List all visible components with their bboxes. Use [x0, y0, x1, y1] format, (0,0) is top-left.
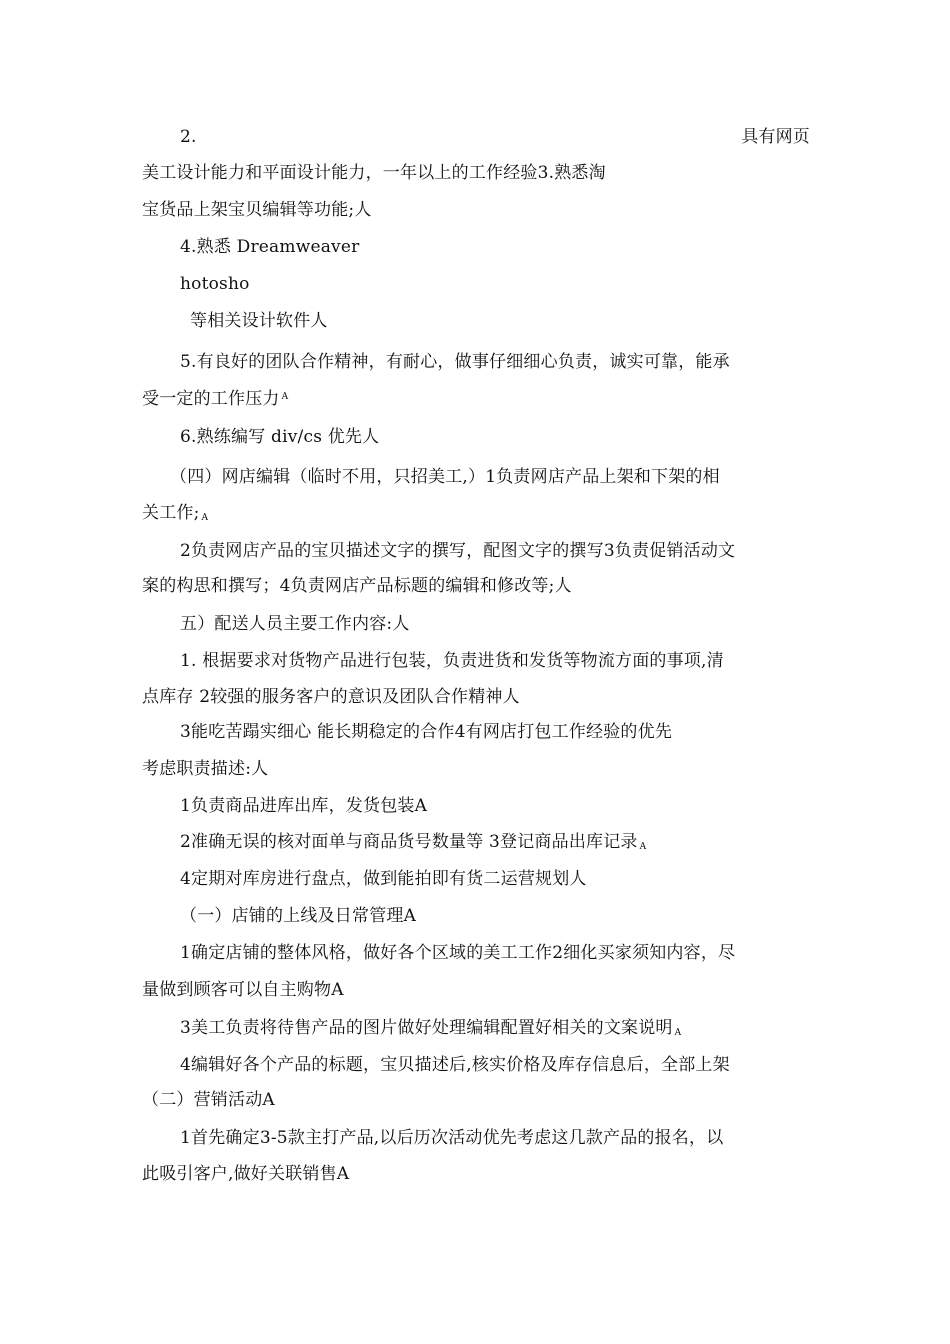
- text-line: [180, 1055, 730, 1075]
- text-line: [142, 163, 606, 183]
- text-span: 2准确无误的核对面单与商品货号数量等 3登记商品出库记录: [180, 832, 638, 852]
- text-line: [142, 389, 288, 409]
- text-line: [180, 541, 735, 561]
- text-span: 1首先确定3-5款主打产品,以后历次活动优先考虑这几款产品的报名，以: [180, 1128, 724, 1148]
- text-span: 此吸引客户,做好关联销售A: [142, 1164, 350, 1184]
- text-line: [180, 869, 587, 889]
- text-span: 1. 根据要求对货物产品进行包装，负责进货和发货等物流方面的事项,清: [180, 651, 724, 671]
- text-span: 4编辑好各个产品的标题，宝贝描述后,核实价格及库存信息后，全部上架: [180, 1055, 730, 1075]
- text-mark: A: [281, 392, 289, 402]
- text-span: 点库存 2较强的服务客户的意识及团队合作精神人: [142, 687, 520, 707]
- text-line: [180, 127, 197, 147]
- text-span: 2.: [180, 127, 197, 147]
- text-line: [180, 796, 427, 816]
- text-span: 案的构思和撰写；4负责网店产品标题的编辑和修改等;人: [142, 576, 572, 596]
- text-line: [180, 274, 250, 294]
- text-span: 5.有良好的团队合作精神，有耐心，做事仔细细心负责，诚实可靠，能承: [180, 352, 730, 372]
- text-span: 2负责网店产品的宝贝描述文字的撰写，配图文字的撰写3负责促销活动文: [180, 541, 736, 561]
- text-span: （四）网店编辑（临时不用，只招美工,）1负责网店产品上架和下架的相: [170, 467, 720, 487]
- text-span: hotosho: [180, 274, 250, 294]
- text-span: 受一定的工作压力: [142, 389, 280, 409]
- text-line: [180, 614, 410, 634]
- text-line: [180, 651, 724, 671]
- text-line: [180, 427, 379, 447]
- text-line: [142, 1164, 349, 1184]
- text-span: 具有网页: [741, 127, 810, 147]
- text-mark: A: [201, 513, 209, 523]
- text-span: 考虑职责描述:人: [142, 759, 269, 779]
- text-line: [600, 127, 810, 147]
- text-line: [180, 722, 672, 742]
- text-line: [170, 467, 720, 487]
- text-span: 美工设计能力和平面设计能力，一年以上的工作经验3.熟悉淘: [142, 163, 606, 183]
- text-span: 宝货品上架宝贝编辑等功能;人: [142, 200, 372, 220]
- text-span: （二）营销活动A: [142, 1090, 275, 1110]
- text-mark: A: [674, 1028, 682, 1038]
- text-span: 五）配送人员主要工作内容:人: [180, 614, 410, 634]
- text-line: [180, 352, 730, 372]
- text-span: 3能吃苦蹋实细心 能长期稳定的合作4有网店打包工作经验的优先: [180, 722, 673, 742]
- text-line: [180, 237, 359, 257]
- text-span: 1负责商品进库出库，发货包装A: [180, 796, 428, 816]
- text-line: [142, 759, 268, 779]
- text-mark: A: [639, 842, 647, 852]
- text-line: [142, 200, 372, 220]
- text-line: [142, 503, 208, 526]
- text-span: 1确定店铺的整体风格，做好各个区域的美工工作2细化买家须知内容，尽: [180, 943, 736, 963]
- text-line: [142, 687, 520, 707]
- text-line: [180, 943, 735, 963]
- text-line: [180, 1128, 723, 1148]
- text-span: 量做到顾客可以自主购物A: [142, 980, 344, 1000]
- text-span: 4定期对库房进行盘点，做到能拍即有货二运营规划人: [180, 869, 587, 889]
- text-span: 4.熟悉 Dreamweaver: [180, 237, 360, 257]
- text-line: [142, 980, 344, 1000]
- text-line: [142, 576, 572, 596]
- text-line: [142, 1090, 275, 1110]
- text-line: [190, 311, 328, 331]
- text-span: 关工作;: [142, 503, 200, 523]
- text-line: [180, 832, 646, 855]
- text-span: （一）店铺的上线及日常管理A: [180, 906, 417, 926]
- text-line: [180, 906, 416, 926]
- text-line: [180, 1018, 681, 1041]
- text-span: 6.熟练编写 div/cs 优先人: [180, 427, 380, 447]
- text-span: 3美工负责将待售产品的图片做好处理编辑配置好相关的文案说明: [180, 1018, 673, 1038]
- text-span: 等相关设计软件人: [190, 311, 328, 331]
